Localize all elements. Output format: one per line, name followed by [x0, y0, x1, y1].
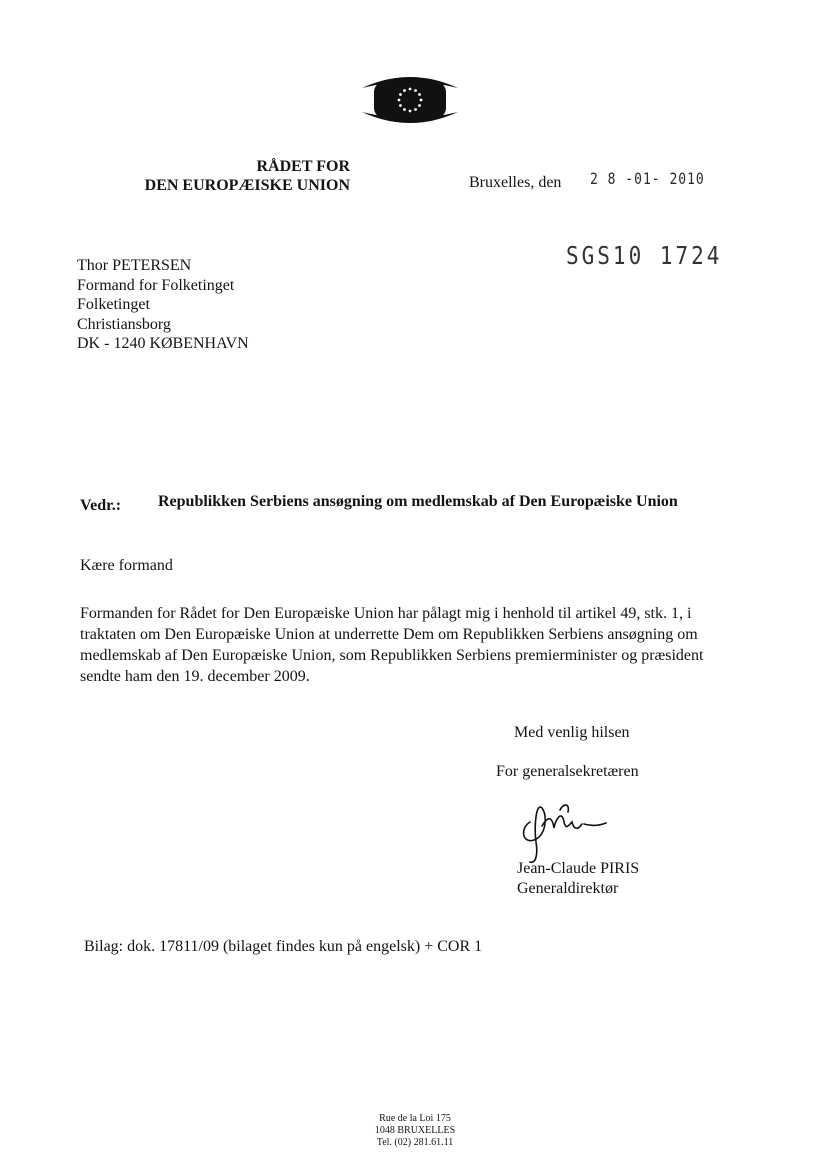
- signer-title: Generaldirektør: [517, 880, 619, 897]
- emblem-star: [418, 93, 421, 96]
- eu-council-emblem-icon: [358, 70, 462, 128]
- signer-name: Jean-Claude PIRIS: [517, 860, 640, 877]
- enclosure-note: Bilag: dok. 17811/09 (bilaget findes kun på engelsk) + COR 1: [84, 938, 483, 955]
- emblem-star: [420, 99, 423, 102]
- address-line: Folketinget: [77, 296, 150, 313]
- address-line: Thor PETERSEN: [77, 257, 192, 274]
- reference-stamp: SGS10 1724: [566, 241, 723, 270]
- recipient-address: [77, 256, 249, 354]
- emblem-star: [409, 88, 412, 91]
- emblem-star: [414, 108, 417, 111]
- signer-block: [517, 859, 639, 899]
- emblem-star: [409, 110, 412, 113]
- emblem-star: [403, 89, 406, 92]
- org-name-line1: RÅDET FOR: [256, 158, 350, 175]
- emblem-star: [398, 99, 401, 102]
- footer-address: [350, 1113, 480, 1149]
- emblem-star: [418, 104, 421, 107]
- date-stamp: 2 8 -01- 2010: [590, 170, 705, 189]
- footer-line: Tel. (02) 281.61.11: [376, 1137, 454, 1148]
- address-line: Christiansborg: [77, 315, 171, 333]
- closing: Med venlig hilsen: [514, 724, 630, 741]
- emblem-star: [399, 104, 402, 107]
- body-paragraph: Formanden for Rådet for Den Europæiske Union har pålagt mig i henhold til artikel 49, stk. 1, i traktaten om Den Europæiske Union at underrette Dem om Republikken Serbiens ansøgning om medlemskab af Den Europæiske Union, som Republikken Serbiens premierminister og præsident sendte ham den 19. december 2009.: [80, 605, 704, 685]
- salutation: Kære formand: [80, 557, 173, 574]
- footer-line: Rue de la Loi 175: [379, 1113, 451, 1124]
- emblem-star: [414, 89, 417, 92]
- address-line: DK - 1240 KØBENHAVN: [77, 335, 249, 352]
- emblem-star: [403, 108, 406, 111]
- address-line: Formand for Folketinget: [77, 276, 235, 294]
- org-name-line2: DEN EUROPÆISKE UNION: [144, 177, 350, 194]
- date-label: Bruxelles, den: [469, 174, 562, 191]
- subject-text: Republikken Serbiens ansøgning om medlemskab af Den Europæiske Union: [158, 493, 678, 510]
- handwritten-signature: [512, 796, 624, 864]
- on-behalf-of: For generalsekretæren: [496, 763, 639, 780]
- emblem-star: [399, 93, 402, 96]
- footer-line: 1048 BRUXELLES: [374, 1125, 456, 1136]
- subject-label: Vedr.:: [80, 497, 122, 514]
